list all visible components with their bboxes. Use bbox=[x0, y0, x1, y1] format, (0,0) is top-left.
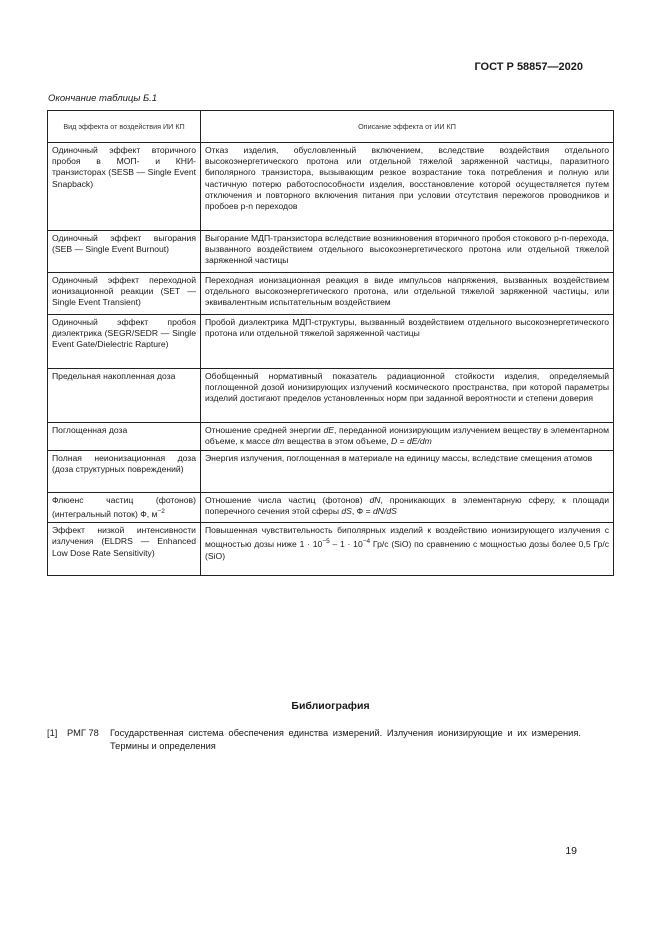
effect-cell bbox=[48, 493, 201, 523]
page-number: 19 bbox=[565, 845, 577, 857]
description-text: , проникающих в элементарную сферу, к площади поперечного сечения этой сферы bbox=[205, 495, 609, 517]
table-row bbox=[48, 231, 614, 273]
symbol-dN: dN bbox=[369, 495, 381, 505]
table-caption: Окончание таблицы Б.1 bbox=[48, 93, 158, 104]
effect-cell: Эффект низкой интенсивности излучения (ELDRS — Enhanced Low Dose Rate Sensitivity) bbox=[48, 523, 201, 576]
table-row bbox=[48, 523, 614, 576]
table-row bbox=[48, 493, 614, 523]
description-cell bbox=[201, 493, 614, 523]
bibliography-text: Государственная система обеспечения единства измерений. Излучения ионизирующие и их измерения. Термины и определения bbox=[110, 728, 581, 751]
effects-table bbox=[47, 110, 614, 576]
column-header-description: Описание эффекта от ИИ КП bbox=[201, 111, 614, 143]
effect-cell: Полная неионизационная доза (доза структурных повреждений) bbox=[48, 451, 201, 493]
symbol-dE: dE bbox=[323, 425, 334, 435]
description-text: , переданной ионизирующим излучением веществу в элементарном объеме, к массе bbox=[205, 425, 609, 447]
description-cell: Пробой диэлектрика МДП-структуры, вызванный воздействием отдельного высокоэнергетического протона или отдельной тяжелой заряженной частицы bbox=[201, 315, 614, 369]
description-text: Повышенная чувствительность биполярных изделий к воздействию ионизирующего излучения с мощностью дозы ниже 1 · 10 bbox=[205, 525, 609, 550]
standard-number: ГОСТ Р 58857—2020 bbox=[474, 61, 583, 73]
effect-cell: Предельная накопленная доза bbox=[48, 369, 201, 423]
exponent: −2 bbox=[157, 508, 165, 516]
effect-cell: Поглощенная доза bbox=[48, 423, 201, 451]
description-cell: Переходная ионизационная реакция в виде импульсов напряжения, вызванных воздействием отдельного высокоэнергетического протона, или отдельной тяжелой заряженной частицы, или эквивалентным испытательным воздействием bbox=[201, 273, 614, 315]
bibliography-title: Библиография bbox=[291, 700, 370, 712]
description-text: – 1 · 10 bbox=[329, 539, 363, 550]
description-text: Гр/с (SiO) по сравнению с мощностью дозы более 0,5 Гр/с (SiO) bbox=[205, 539, 610, 561]
effect-cell: Одиночный эффект переходной ионизационной реакции (SET — Single Event Transient) bbox=[48, 273, 201, 315]
table-row bbox=[48, 369, 614, 423]
description-cell bbox=[201, 423, 614, 451]
description-text: , Ф = bbox=[351, 506, 374, 517]
description-cell: Энергия излучения, поглощенная в материале на единицу массы, вследствие смещения атомов bbox=[201, 451, 614, 493]
description-cell bbox=[201, 523, 614, 576]
effect-text: Флюенс частиц (фотонов) (интегральный поток) Ф, м bbox=[52, 495, 196, 520]
table-header-row bbox=[48, 111, 614, 143]
bibliography-code: РМГ 78 bbox=[67, 728, 99, 738]
exponent: −5 bbox=[322, 538, 330, 546]
description-text: вещества в этом объеме, bbox=[284, 436, 391, 447]
symbol-dS: dS bbox=[341, 506, 352, 517]
description-text: Отношение средней энергии bbox=[205, 425, 324, 435]
effect-cell: Одиночный эффект пробоя диэлектрика (SEGR/SEDR — Single Event Gate/Dielectric Rapture) bbox=[48, 315, 201, 369]
effect-cell: Одиночный эффект вторичного пробоя в МОП- и КНИ-транзисторах (SESB — Single Event Snapback) bbox=[48, 143, 201, 231]
column-header-effect: Вид эффекта от воздействия ИИ КП bbox=[48, 111, 201, 143]
table-row bbox=[48, 143, 614, 231]
table-row bbox=[48, 423, 614, 451]
symbol-dm: dm bbox=[272, 436, 285, 447]
effect-cell: Одиночный эффект выгорания (SEB — Single Event Burnout) bbox=[48, 231, 201, 273]
formula: D = dE/dm bbox=[390, 436, 432, 447]
formula: dN/dS bbox=[373, 506, 397, 517]
table-row bbox=[48, 315, 614, 369]
bibliography-item bbox=[47, 727, 581, 753]
description-text: Отношение числа частиц (фотонов) bbox=[205, 495, 370, 505]
description-cell: Обобщенный нормативный показатель радиационной стойкости изделия, определяемый поглощенной дозой ионизирующих излучений космического пространства, при которой параметры изделий достигают пределов установленных норм при заданной вероятности и степени доверия bbox=[201, 369, 614, 423]
description-cell: Отказ изделия, обусловленный включением, вследствие воздействия отдельного высокоэнергетического протона или отдельной тяжелой заряженной частицы, паразитного биполярного транзистора, вызывающим резкое возрастание тока потребления и полную или частичную потерю работоспособности изделия, восстановление которой осуществляется путем отключения и повторного включения питания при условии отсутствия пережогов проводников и пробоев p-n переходов bbox=[201, 143, 614, 231]
table-row bbox=[48, 451, 614, 493]
description-cell: Выгорание МДП-транзистора вследствие возникновения вторичного пробоя стокового p-n-перехода, вызванного воздействием отдельного высокоэнергетического протона или отдельной тяжелой заряженной частицы bbox=[201, 231, 614, 273]
table-row bbox=[48, 273, 614, 315]
exponent: −4 bbox=[362, 538, 371, 546]
bibliography-number: [1] bbox=[47, 728, 58, 738]
